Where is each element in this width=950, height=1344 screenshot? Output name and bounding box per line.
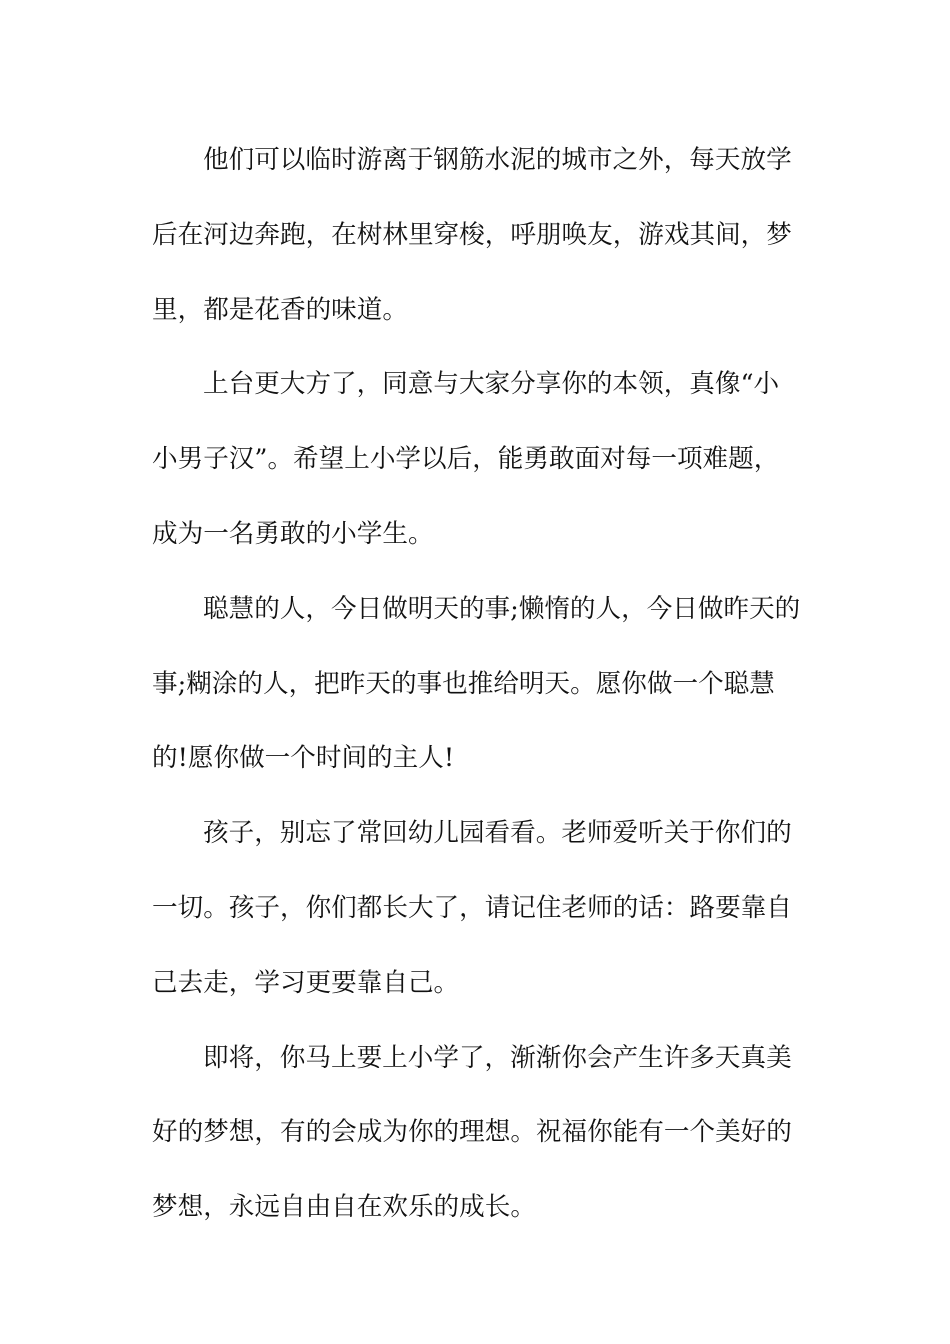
- paragraph-line: 梦想，永远自由自在欢乐的成长。: [152, 1192, 536, 1223]
- paragraph-line: 后在河边奔跑，在树林里穿梭，呼朋唤友，游戏其间，梦: [152, 219, 792, 250]
- paragraph-line: 成为一名勇敢的小学生。: [152, 518, 434, 549]
- paragraph-line: 的!愿你做一个时间的主人!: [152, 743, 455, 774]
- paragraph-line: 即将，你马上要上小学了，渐渐你会产生许多天真美: [203, 1042, 792, 1073]
- paragraph-line: 孩子，别忘了常回幼儿园看看。老师爱听关于你们的: [203, 818, 792, 849]
- paragraph-line: 一切。孩子，你们都长大了，请记住老师的话：路要靠自: [152, 892, 792, 923]
- paragraph-3: [152, 572, 802, 796]
- paragraph-2: [152, 347, 802, 571]
- paragraph-line: 里，都是花香的味道。: [152, 294, 408, 325]
- document-body: [152, 123, 802, 1245]
- paragraph-5: [152, 1021, 802, 1245]
- paragraph-line: 己去走，学习更要靠自己。: [152, 967, 460, 998]
- paragraph-4: [152, 796, 802, 1020]
- paragraph-line: 好的梦想，有的会成为你的理想。祝福你能有一个美好的: [152, 1117, 792, 1148]
- paragraph-line: 他们可以临时游离于钢筋水泥的城市之外，每天放学: [203, 145, 792, 175]
- paragraph-line: 上台更大方了，同意与大家分享你的本领，真像“小: [203, 369, 780, 400]
- paragraph-line: 小男子汉”。希望上小学以后，能勇敢面对每一项难题，: [152, 444, 780, 475]
- paragraph-line: 聪慧的人，今日做明天的事;懒惰的人，今日做昨天的: [203, 593, 801, 624]
- paragraph-line: 事;糊涂的人，把昨天的事也推给明天。愿你做一个聪慧: [152, 668, 775, 699]
- paragraph-1: [152, 123, 802, 347]
